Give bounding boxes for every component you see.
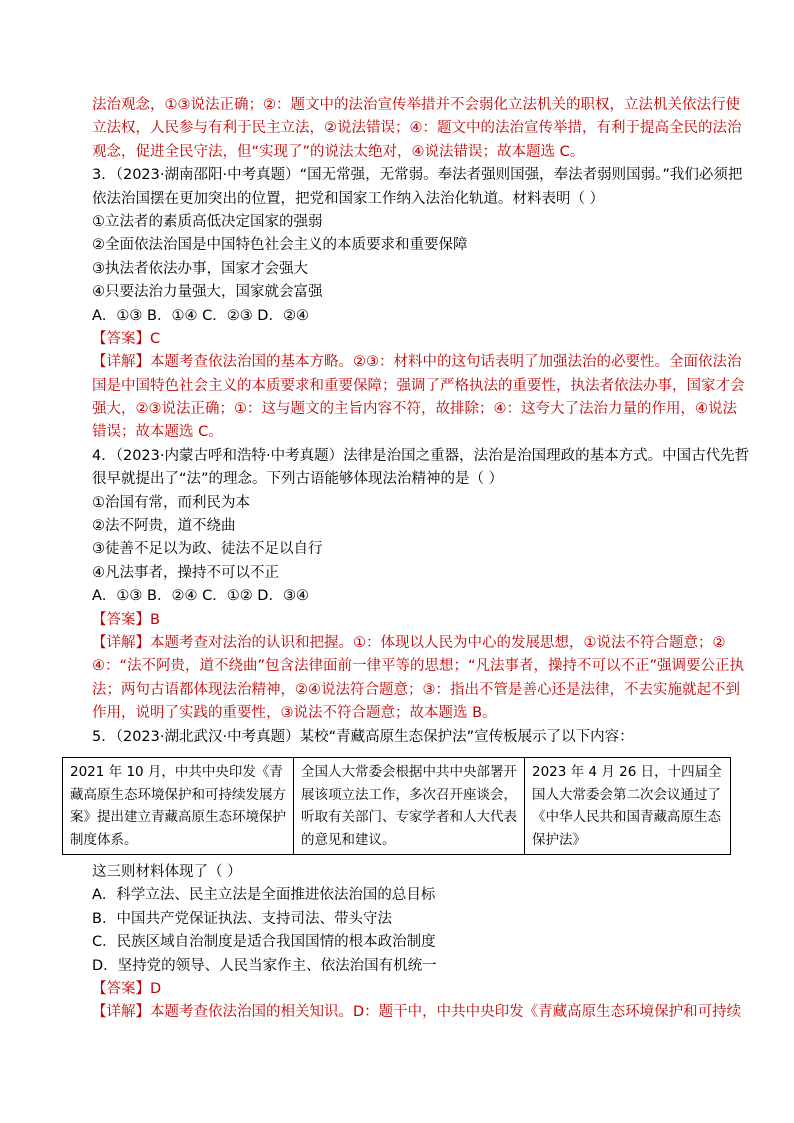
- text-line: [92, 931, 732, 954]
- text-span: D．坚持党的领导、人民当家作主、依法治国有机统一: [92, 957, 437, 974]
- text-span: 作用，说明了实践的重要性，③说法不符合题意；故本题选 B。: [92, 705, 497, 722]
- text-span: 【答案】: [92, 980, 150, 997]
- text-line: [92, 726, 732, 749]
- board-cell-3: 2023 年 4 月 26 日，十四届全国人大常委会第二次会议通过了《中华人民共和国青藏高原生态保护法》: [525, 758, 731, 855]
- text-line: [92, 861, 732, 884]
- board-cell-1: 2021 年 10 月，中共中央印发《青藏高原生态环境保护和可持续发展方案》提出建立青藏高原生态环境保护制度体系。: [63, 758, 294, 855]
- text-line: [92, 211, 732, 234]
- text-line: [92, 955, 732, 978]
- text-span: 强大，②③说法正确；①：这与题文的主旨内容不符，故排除；④：这夸大了法治力量的作用，④说法: [92, 401, 737, 418]
- text-line: [92, 702, 732, 725]
- text-span: 【详解】: [92, 354, 150, 371]
- text-span: ①立法者的素质高低决定国家的强弱: [92, 213, 323, 230]
- text-span: D: [150, 980, 162, 997]
- text-span: ①治国有常，而利民为本: [92, 494, 250, 511]
- text-line: [92, 679, 740, 702]
- text-line: [92, 538, 732, 561]
- text-line: [92, 1001, 742, 1024]
- text-span: 4．（2023·内蒙古呼和浩特·中考真题）法律是治国之重器，法治是治国理政的基本方式。中国古代先哲: [92, 447, 750, 464]
- text-line: [92, 258, 732, 281]
- text-line: [92, 445, 750, 468]
- text-span: 【答案】: [92, 330, 150, 347]
- text-line: [92, 421, 732, 444]
- text-span: 【答案】: [92, 611, 150, 628]
- text-line: [92, 375, 745, 398]
- table-row: [63, 758, 731, 855]
- text-line: [92, 398, 737, 421]
- text-line: [92, 351, 742, 374]
- text-line: [92, 164, 743, 187]
- text-span: ③徒善不足以为政、徒法不足以自行: [92, 541, 323, 558]
- text-span: 这三则材料体现了（ ）: [92, 864, 242, 880]
- text-span: 法治观念，①③说法正确；②：题文中的法治宣传举措并不会弱化立法机关的职权，立法机关依法行使: [92, 97, 740, 113]
- text-span: B: [150, 611, 160, 628]
- text-line: [92, 281, 732, 304]
- board-cell-2: 全国人大常委会根据中共中央部署开展该项立法工作，多次召开座谈会，听取有关部门、专家学者和人大代表的意见和建议。: [294, 758, 525, 855]
- text-span: 【详解】: [92, 1004, 150, 1021]
- text-line: [92, 188, 732, 211]
- text-span: 3．（2023·湖南邵阳·中考真题）“国无常强，无常弱。奉法者强则国强，奉法者弱则国弱。”我们必须把: [92, 167, 743, 184]
- text-line: [92, 94, 740, 117]
- text-span: A．①③ B．①④ C．②③ D．②④: [92, 307, 309, 324]
- text-line: [92, 585, 732, 608]
- text-line: [92, 562, 732, 585]
- text-line: [92, 468, 732, 491]
- text-line: [92, 515, 732, 538]
- question-block-upper: [92, 94, 750, 749]
- text-span: ②法不阿贵，道不绕曲: [92, 518, 236, 535]
- text-span: ④只要法治力量强大，国家就会富强: [92, 284, 323, 301]
- text-line: [92, 884, 732, 907]
- text-line: [92, 492, 732, 515]
- text-line: [92, 117, 742, 140]
- text-span: C．民族区域自治制度是适合我国国情的根本政治制度: [92, 934, 436, 951]
- text-span: 很早就提出了“法”的理念。下列古语能够体现法治精神的是（ ）: [92, 471, 504, 488]
- text-line: [92, 234, 732, 257]
- question-block-lower: [92, 861, 742, 1025]
- text-span: ④：“法不阿贵，道不绕曲”包含法律面前一律平等的思想；“凡法事者，操持不可以不正”强调要公正执: [92, 658, 745, 675]
- text-span: 错误；故本题选 C。: [92, 424, 223, 441]
- text-span: 立法权，人民参与有利于民主立法，②说法错误；④：题文中的法治宣传举措，有利于提高全民的法治: [92, 120, 742, 137]
- text-span: ③执法者依法办事，国家才会强大: [92, 260, 308, 277]
- text-span: 5．（2023·湖北武汉·中考真题）某校“青藏高原生态保护法”宣传板展示了以下内容：: [92, 728, 634, 745]
- text-span: 【详解】: [92, 634, 150, 651]
- text-line: [92, 141, 732, 164]
- text-line: [92, 305, 732, 328]
- text-line: [92, 908, 732, 931]
- text-span: ②全面依法治国是中国特色社会主义的本质要求和重要保障: [92, 237, 468, 254]
- text-line: [92, 632, 732, 655]
- text-span: 法；两句古语都体现法治精神，②④说法符合题意；③：指出不管是善心还是法律，不去实施就起不到: [92, 681, 740, 698]
- text-span: A．①③ B．②④ C．①② D．③④: [92, 588, 309, 605]
- text-span: C: [150, 330, 161, 347]
- text-span: ④凡法事者，操持不可以不正: [92, 564, 279, 581]
- text-span: 依法治国摆在更加突出的位置，把党和国家工作纳入法治化轨道。材料表明（ ）: [92, 190, 605, 207]
- text-line: [92, 328, 732, 351]
- text-line: [92, 978, 732, 1001]
- text-span: 本题考查依法治国的基本方略。②③：材料中的这句话表明了加强法治的必要性。全面依法治: [150, 354, 742, 371]
- text-span: 本题考查对法治的认识和把握。①：体现以人民为中心的发展思想，①说法不符合题意；②: [150, 634, 726, 651]
- text-span: 国是中国特色社会主义的本质要求和重要保障；强调了严格执法的重要性，执法者依法办事，国家才会: [92, 377, 745, 394]
- text-line: [92, 655, 745, 678]
- text-span: 本题考查依法治国的相关知识。D：题干中，中共中央印发《青藏高原生态环境保护和可持续: [150, 1004, 742, 1021]
- text-span: 观念，促进全民守法，但“实现了”的说法太绝对，④说法错误；故本题选 C。: [92, 143, 585, 160]
- text-line: [92, 609, 732, 632]
- text-span: B．中国共产党保证执法、支持司法、带头守法: [92, 910, 392, 927]
- text-span: A．科学立法、民主立法是全面推进依法治国的总目标: [92, 887, 436, 904]
- publicity-board-table: [62, 757, 731, 855]
